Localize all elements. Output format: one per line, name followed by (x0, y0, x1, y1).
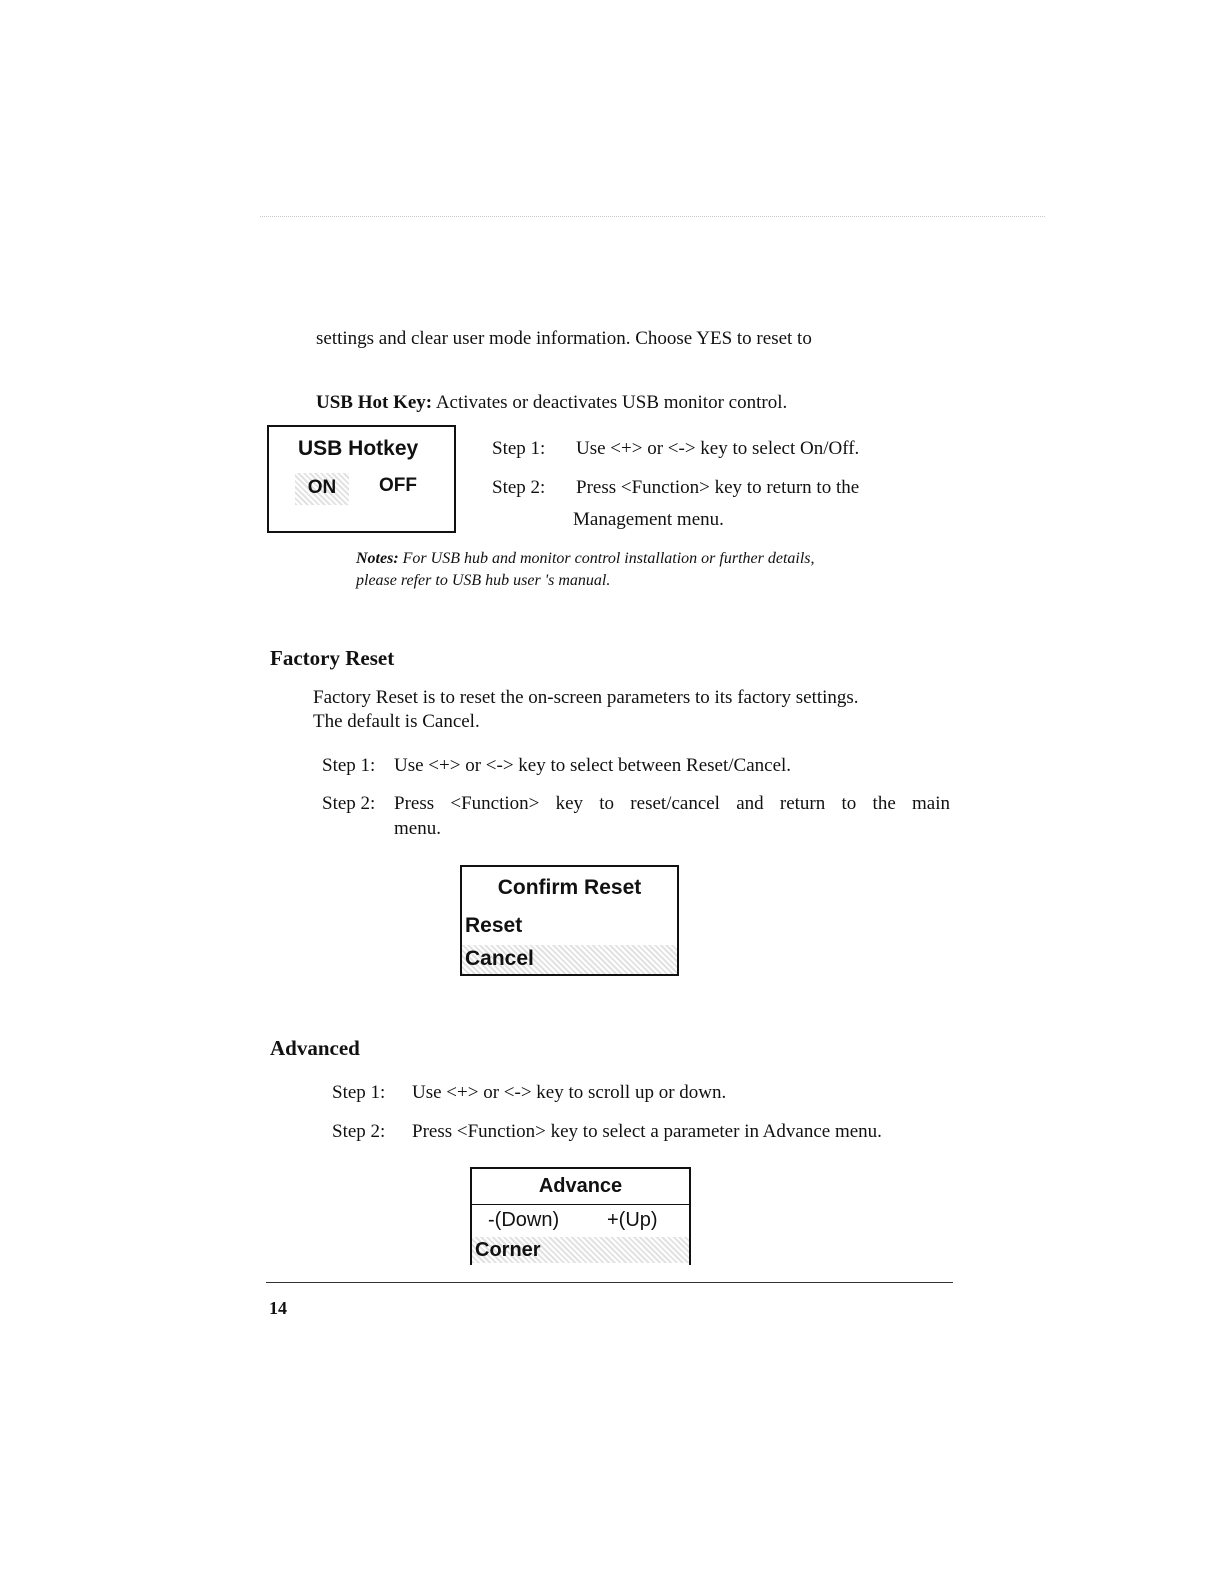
advance-osd-up: +(Up) (607, 1209, 658, 1231)
usb-step1-text: Use <+> or <-> key to select On/Off. (576, 438, 860, 459)
advance-osd (470, 1167, 691, 1265)
usb-notes-label: Notes: (356, 550, 399, 567)
confirm-reset-option-reset: Reset (465, 914, 523, 937)
usb-hotkey-paragraph (316, 391, 787, 415)
footer-rule (266, 1282, 953, 1283)
factory-reset-step2-label: Step 2: (322, 793, 376, 814)
factory-reset-step2-text-cont: menu. (394, 818, 441, 839)
usb-step1 (492, 437, 545, 461)
usb-notes-line2: please refer to USB hub user 's manual. (356, 572, 611, 589)
factory-reset-para-line2: The default is Cancel. (313, 711, 480, 732)
usb-notes (356, 548, 815, 592)
advanced-step1-text: Use <+> or <-> key to scroll up or down. (412, 1082, 727, 1103)
usb-step2 (492, 476, 545, 500)
intro-line: settings and clear user mode information. Choose YES to reset to (316, 328, 812, 349)
advance-osd-title: Advance (538, 1175, 623, 1197)
factory-reset-step1-text: Use <+> or <-> key to select between Reset/Cancel. (394, 755, 792, 776)
usb-hotkey-osd-title: USB Hotkey (298, 437, 419, 460)
advanced-step2-text: Press <Function> key to select a parameter in Advance menu. (412, 1121, 882, 1142)
advanced-step2-label: Step 2: (332, 1121, 386, 1142)
advance-osd-corner: Corner (472, 1237, 689, 1263)
advance-osd-divider (472, 1204, 689, 1205)
usb-step1-label: Step 1: (492, 438, 546, 459)
page-number: 14 (269, 1298, 287, 1318)
usb-step2-text-cont: Management menu. (573, 509, 724, 530)
advanced-step1-label: Step 1: (332, 1082, 386, 1103)
usb-hotkey-option-on: ON (295, 473, 349, 505)
usb-hotkey-option-off: OFF (379, 475, 417, 496)
usb-step2-label: Step 2: (492, 477, 546, 498)
confirm-reset-osd (460, 865, 679, 976)
advance-osd-down: -(Down) (488, 1209, 560, 1231)
confirm-reset-osd-title: Confirm Reset (497, 876, 642, 899)
usb-notes-line1: For USB hub and monitor control installation or further details, (402, 550, 815, 567)
confirm-reset-option-cancel: Cancel (462, 945, 677, 974)
factory-reset-step1-label: Step 1: (322, 755, 376, 776)
factory-reset-heading: Factory Reset (270, 646, 395, 670)
factory-reset-para-line1: Factory Reset is to reset the on-screen parameters to its factory settings. (313, 687, 859, 708)
scan-artifact-line (260, 216, 1045, 217)
usb-hotkey-description: Activates or deactivates USB monitor control. (435, 392, 788, 413)
usb-step2-text: Press <Function> key to return to the (576, 477, 860, 498)
usb-hotkey-term: USB Hot Key: (316, 392, 433, 413)
advanced-heading: Advanced (270, 1036, 360, 1060)
usb-hotkey-osd (267, 425, 456, 533)
factory-reset-step2-text: Press <Function> key to reset/cancel and return to the main (394, 793, 950, 814)
